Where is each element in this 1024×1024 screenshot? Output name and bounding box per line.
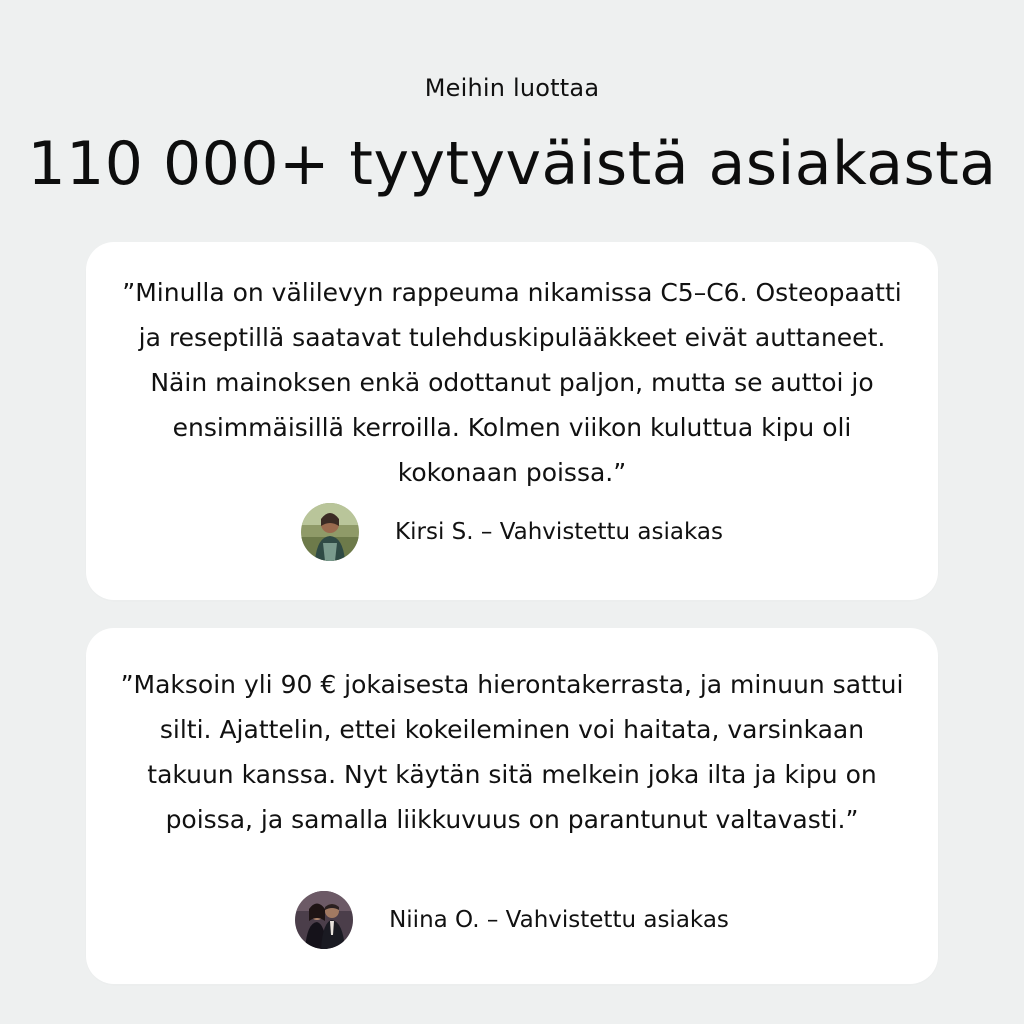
- section-headline: 110 000+ tyytyväistä asiakasta: [27, 129, 997, 199]
- customer-avatar: [301, 503, 359, 561]
- testimonial-card: [86, 628, 938, 984]
- testimonial-quote: ”Minulla on välilevyn rappeuma nikamissa C5–C6. Osteopaatti ja reseptillä saatavat tulehduskipulääkkeet eivät auttaneet. Näin mainoksen enkä odottanut paljon, mutta se auttoi jo ensimmäisillä kerroilla. Kolmen viikon kuluttua kipu oli kokonaan poissa.”: [122, 278, 902, 487]
- section-eyebrow: Meihin luottaa: [424, 74, 600, 102]
- testimonial-card: [86, 242, 938, 600]
- testimonial-quote: ”Maksoin yli 90 € jokaisesta hierontakerrasta, ja minuun sattui silti. Ajattelin, ettei kokeileminen voi haitata, varsinkaan takuun kanssa. Nyt käytän sitä melkein joka ilta ja kipu on poissa, ja samalla liikkuvuus on parantunut valtavasti.”: [120, 670, 904, 834]
- testimonial-author-row: [86, 890, 938, 950]
- testimonial-author: Niina O. – Vahvistettu asiakas: [389, 907, 729, 933]
- customer-photo-icon: [301, 503, 359, 561]
- testimonial-author: Kirsi S. – Vahvistettu asiakas: [395, 519, 723, 545]
- testimonial-author-row: [86, 502, 938, 562]
- customer-photo-icon: [295, 891, 353, 949]
- customer-avatar: [295, 891, 353, 949]
